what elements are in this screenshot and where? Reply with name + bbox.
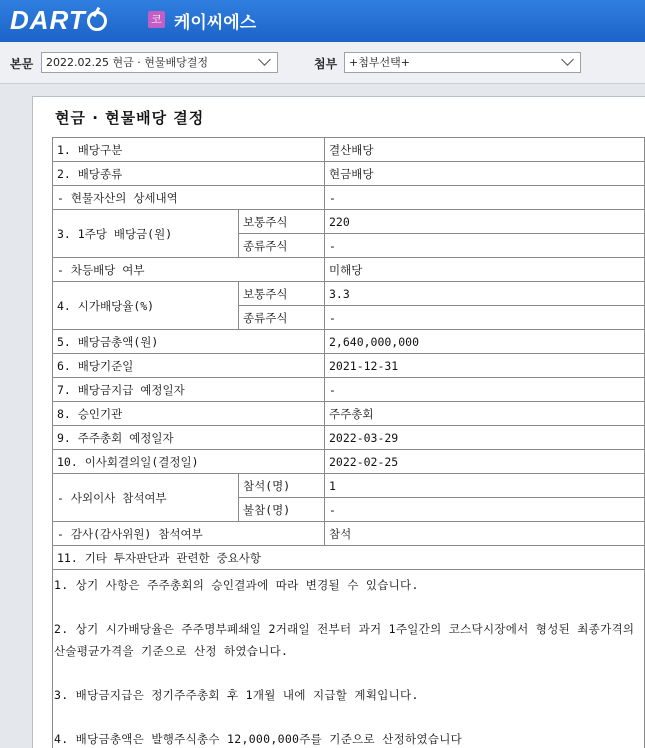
table-row — [53, 330, 645, 354]
document-toolbar — [0, 42, 645, 84]
main-doc-select[interactable] — [41, 52, 278, 73]
row-label: - 현물자산의 상세내역 — [53, 186, 325, 210]
document-title: 현금 · 현물배당 결정 — [55, 109, 205, 127]
row-sublabel: 참석(명) — [239, 474, 325, 498]
row-label: 1. 배당구분 — [53, 138, 325, 162]
row-label: - 사외이사 참석여부 — [53, 474, 239, 522]
main-doc-label: 본문 — [10, 57, 34, 71]
row-value: - — [325, 234, 645, 258]
row-value: 미해당 — [325, 258, 645, 282]
row-label: - 감사(감사위원) 참석여부 — [53, 522, 325, 546]
note-item: 2. 상기 시가배당율은 주주명부폐쇄일 2거래일 전부터 과거 1주일간의 코스닥시장에서 형성된 최종가격의 산술평균가격을 기준으로 산정 하였습니다. — [54, 622, 635, 658]
row-value: 2022-03-29 — [325, 426, 645, 450]
row-label: 2. 배당종류 — [53, 162, 325, 186]
table-row — [53, 546, 645, 570]
dividend-table — [52, 137, 645, 748]
table-row — [53, 138, 645, 162]
table-row — [53, 570, 645, 748]
row-value: 2022-02-25 — [325, 450, 645, 474]
row-label: 3. 1주당 배당금(원) — [53, 210, 239, 258]
logo-ring-icon — [87, 11, 107, 31]
table-row — [53, 402, 645, 426]
row-sublabel: 보통주식 — [239, 210, 325, 234]
table-row — [53, 474, 645, 498]
row-sublabel: 불참(명) — [239, 498, 325, 522]
chevron-down-icon — [258, 53, 271, 66]
row-value: 3.3 — [325, 282, 645, 306]
row-value: - — [325, 186, 645, 210]
row-label: - 차등배당 여부 — [53, 258, 325, 282]
table-row — [53, 426, 645, 450]
row-value: 주주총회 — [325, 402, 645, 426]
row-value: 결산배당 — [325, 138, 645, 162]
row-sublabel: 종류주식 — [239, 306, 325, 330]
table-row — [53, 210, 645, 234]
note-item: 3. 배당금지급은 정기주주총회 후 1개월 내에 지급할 계획입니다. — [54, 688, 419, 702]
row-value: 2,640,000,000 — [325, 330, 645, 354]
dart-logo[interactable]: DART — [10, 5, 107, 36]
corp-name[interactable]: 케이씨에스 — [174, 13, 257, 33]
row-value: 2021-12-31 — [325, 354, 645, 378]
attach-select-value: +첨부선택+ — [349, 56, 410, 69]
row-value: - — [325, 378, 645, 402]
row-label: 5. 배당금총액(원) — [53, 330, 325, 354]
table-row — [53, 450, 645, 474]
row-sublabel: 보통주식 — [239, 282, 325, 306]
table-row — [53, 354, 645, 378]
top-header — [0, 0, 645, 42]
row-value: 참석 — [325, 522, 645, 546]
row-label: 7. 배당금지급 예정일자 — [53, 378, 325, 402]
main-doc-select-value: 2022.02.25 현금 · 현물배당결정 — [46, 56, 208, 69]
row-value: - — [325, 498, 645, 522]
table-row — [53, 162, 645, 186]
row-label: 10. 이사회결의일(결정일) — [53, 450, 325, 474]
row-value: - — [325, 306, 645, 330]
row-label: 4. 시가배당율(%) — [53, 282, 239, 330]
chevron-down-icon — [561, 53, 574, 66]
row-value: 현금배당 — [325, 162, 645, 186]
note-item: 1. 상기 사항은 주주총회의 승인결과에 따라 변경될 수 있습니다. — [54, 578, 419, 592]
row-sublabel: 종류주식 — [239, 234, 325, 258]
table-row — [53, 522, 645, 546]
attach-label: 첨부 — [314, 57, 338, 71]
table-row — [53, 282, 645, 306]
note-item: 4. 배당금총액은 발행주식총수 12,000,000주를 기준으로 산정하였습니다 — [54, 732, 463, 746]
row-label: 8. 승인기관 — [53, 402, 325, 426]
corp-market-badge: 코 — [148, 11, 165, 28]
row-value: 1 — [325, 474, 645, 498]
document-panel — [32, 96, 645, 748]
notes-cell — [53, 570, 645, 748]
attach-select[interactable] — [344, 52, 581, 73]
row-label: 9. 주주총회 예정일자 — [53, 426, 325, 450]
table-row — [53, 186, 645, 210]
table-row — [53, 258, 645, 282]
row-value: 220 — [325, 210, 645, 234]
table-row — [53, 378, 645, 402]
row-label: 11. 기타 투자판단과 관련한 중요사항 — [53, 546, 645, 570]
row-label: 6. 배당기준일 — [53, 354, 325, 378]
